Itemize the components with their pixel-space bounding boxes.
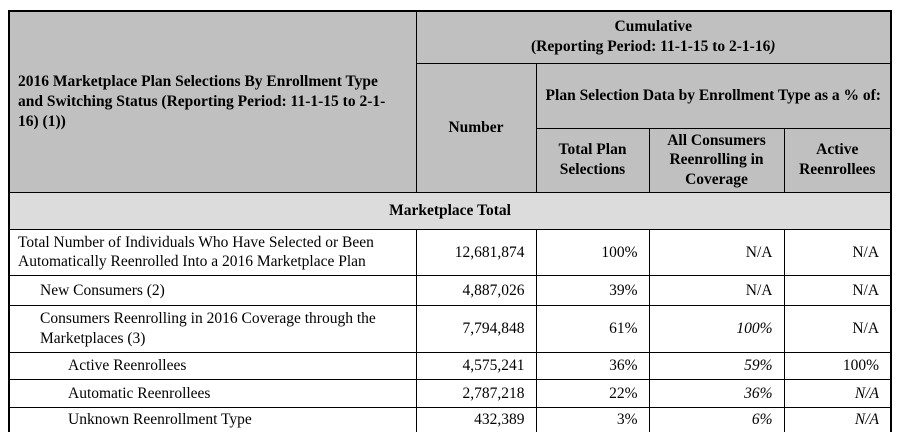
row-label: Unknown Reenrollment Type [9, 407, 416, 432]
section-row-marketplace-total [9, 192, 891, 229]
cell-active: 100% [784, 352, 891, 379]
cell-all-consumers: 100% [649, 305, 784, 352]
cell-active: N/A [784, 407, 891, 432]
cell-total-plan: 39% [536, 275, 649, 305]
cell-number: 7,794,848 [416, 305, 536, 352]
cell-all-consumers: N/A [649, 229, 784, 275]
cumulative-italic-paren: ) [770, 38, 776, 56]
column-header-total-plan-selections: Total Plan Selections [536, 128, 649, 192]
cell-all-consumers: 6% [649, 407, 784, 432]
cell-number: 12,681,874 [416, 229, 536, 275]
cell-all-consumers: N/A [649, 275, 784, 305]
cell-number: 4,887,026 [416, 275, 536, 305]
header-row-cumulative [9, 11, 891, 63]
cell-active: N/A [784, 229, 891, 275]
table-row [9, 407, 891, 432]
cell-total-plan: 36% [536, 352, 649, 379]
cell-active: N/A [784, 379, 891, 407]
cell-total-plan: 100% [536, 229, 649, 275]
cell-total-plan: 3% [536, 407, 649, 432]
cell-all-consumers: 36% [649, 379, 784, 407]
column-header-all-consumers-reenrolling: All Consumers Reenrolling in Coverage [649, 128, 784, 192]
row-label: Automatic Reenrollees [9, 379, 416, 407]
table-row [9, 379, 891, 407]
table-row [9, 229, 891, 275]
marketplace-selections-table [8, 10, 892, 432]
table-row [9, 305, 891, 352]
cell-number: 4,575,241 [416, 352, 536, 379]
cell-number: 2,787,218 [416, 379, 536, 407]
column-header-plan-selection-group: Plan Selection Data by Enrollment Type as a % of: [536, 63, 891, 128]
row-label: Consumers Reenrolling in 2016 Coverage through the Marketplaces (3) [9, 305, 416, 352]
cell-active: N/A [784, 305, 891, 352]
section-label: Marketplace Total [9, 192, 891, 229]
header-cumulative [416, 11, 891, 63]
header-left-title: 2016 Marketplace Plan Selections By Enrollment Type and Switching Status (Reporting Period: 11-1-15 to 2-1-16) (1)) [9, 11, 416, 192]
table-row [9, 352, 891, 379]
column-header-number: Number [416, 63, 536, 192]
cumulative-line1: Cumulative [614, 18, 692, 36]
row-label: Total Number of Individuals Who Have Selected or Been Automatically Reenrolled Into a 2016 Marketplace Plan [9, 229, 416, 275]
column-header-active-reenrollees: Active Reenrollees [784, 128, 891, 192]
cumulative-line2: (Reporting Period: 11-1-15 to 2-1-16) [531, 38, 776, 56]
cell-all-consumers: 59% [649, 352, 784, 379]
cell-total-plan: 61% [536, 305, 649, 352]
cell-total-plan: 22% [536, 379, 649, 407]
table-row [9, 275, 891, 305]
cell-active: N/A [784, 275, 891, 305]
row-label: New Consumers (2) [9, 275, 416, 305]
row-label: Active Reenrollees [9, 352, 416, 379]
cell-number: 432,389 [416, 407, 536, 432]
